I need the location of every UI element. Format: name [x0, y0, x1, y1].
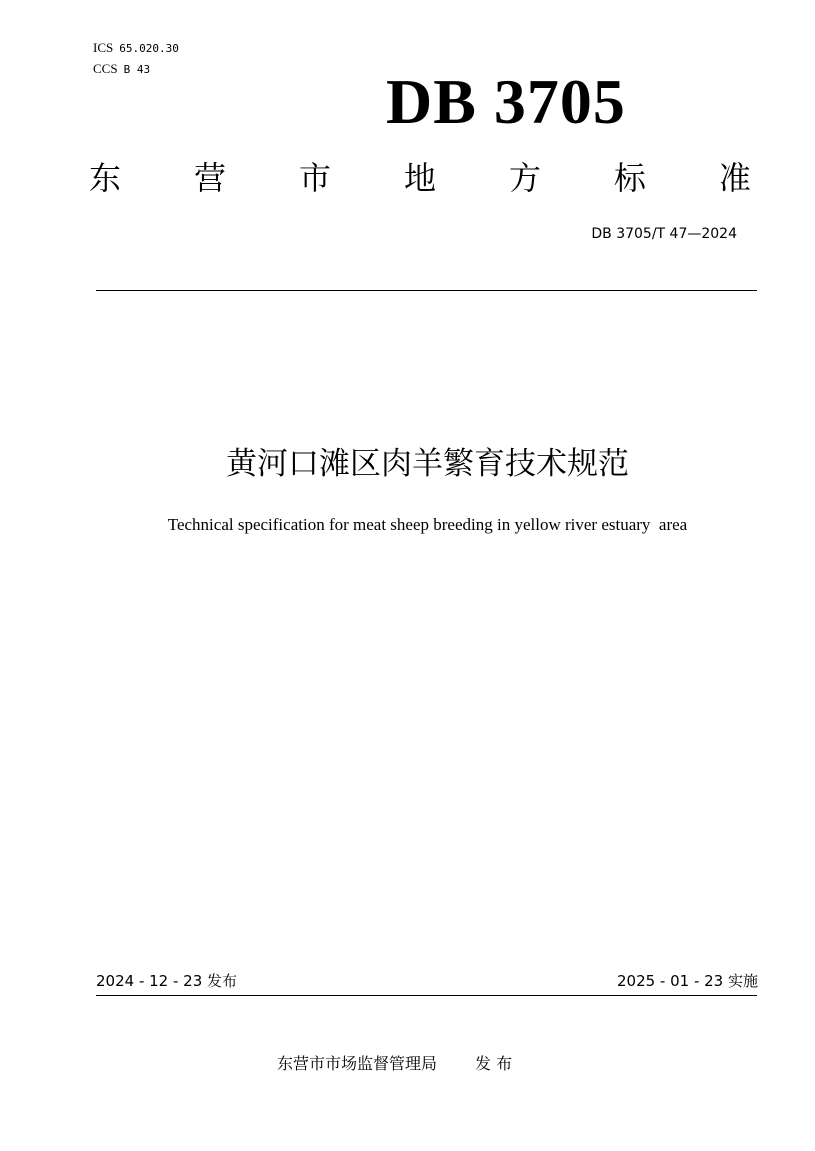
- standard-type-char: 营: [193, 159, 226, 197]
- standard-type-char: 标: [613, 159, 646, 197]
- document-title-english: Technical specification for meat sheep breeding in yellow river estuary area: [167, 515, 688, 534]
- standard-type-char: 市: [298, 159, 331, 197]
- top-divider: [96, 290, 757, 291]
- standard-type-heading: [89, 156, 751, 200]
- ics-code: 65.020.30: [119, 42, 179, 55]
- bottom-divider: [96, 995, 757, 996]
- ccs-code: B 43: [123, 63, 151, 76]
- standard-type-char: 方: [508, 159, 541, 197]
- ics-classification: [93, 40, 179, 57]
- ccs-classification: [93, 61, 150, 78]
- ics-label: ICS: [93, 40, 114, 55]
- implement-date: 2025 - 01 - 23 实施: [616, 972, 758, 990]
- standard-type-char: 准: [718, 159, 751, 197]
- standard-logo: DB 3705: [386, 66, 626, 137]
- standard-type-char: 地: [403, 159, 436, 197]
- document-title-chinese: 黄河口滩区肉羊繁育技术规范: [226, 446, 629, 482]
- issuer-name: 东营市市场监督管理局: [277, 1054, 438, 1073]
- standard-type-char: 东: [89, 159, 122, 197]
- issuer-line: [277, 1052, 512, 1076]
- publish-date: 2024 - 12 - 23 发布: [96, 972, 238, 990]
- ccs-label: CCS: [93, 61, 118, 76]
- issue-action: 发 布: [475, 1054, 513, 1073]
- standard-number: DB 3705/T 47—2024: [591, 226, 737, 242]
